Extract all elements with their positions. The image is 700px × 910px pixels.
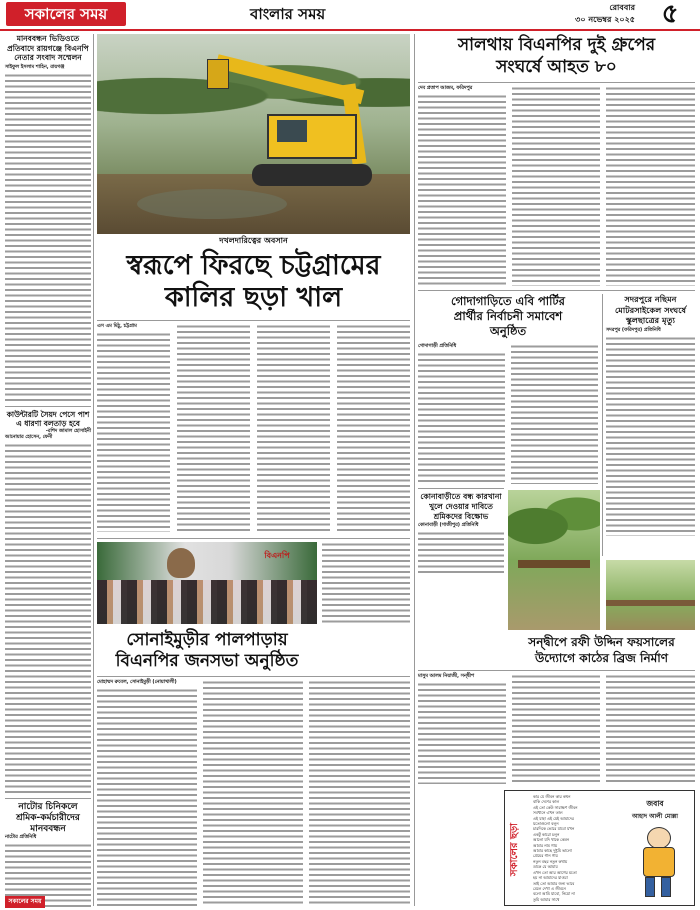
konabari-headline: কোনাবাড়ীতে বন্ধ কারখানা খুলে দেওয়ার দাবিতে শ্রমিকদের বিক্ষোভ [420,492,502,521]
masthead-rule [0,29,700,31]
main-byline: এস এম মিঠু, চট্টগ্রাম [97,324,137,329]
divider [97,538,410,539]
sandwip-headline-line2: উদ্যোগে কাঠের ব্রিজ নির্মাণ [534,651,669,665]
poem-line: আমার কাছে দুষ্টুমি ভালো [533,848,572,854]
story3-byline: নাটোর প্রতিনিধি [5,834,37,840]
poem-line: বলো আমি যাবো, নিয়ো না [533,891,575,897]
sonaimuri-byline: মোহাম্মদ রুবেল, সোনাইমুড়ী (নোয়াখালী) [97,680,177,685]
poem-line: বাকি দেশের কাল [533,799,559,805]
sadarpur-byline: সদরপুর (ফরিদপুর) প্রতিনিধি [606,327,661,333]
story2-author: -রশিদ জামাল হোসাইনী [45,428,91,434]
sonaimuri-headline-line2: বিএনপির জনসভা অনুষ্ঠিত [115,651,299,671]
section-title: বাংলার সময় [250,5,326,23]
godagari-headline-line3: অনুষ্ঠিত [489,324,527,338]
poem-line: তুমি আমার সাথে [533,896,560,902]
cartoon-title: সকালের ছড়া [509,822,520,876]
poem-line: আলো যদি থাকে কেমন [533,837,569,843]
saltha-headline-line1: সালথায় বিএনপির দুই গ্রুপের [457,35,656,55]
rally-photo [97,542,317,624]
answer-label: জবাব [646,799,664,808]
divider [97,676,410,677]
godagari-body-col2 [511,344,598,484]
excavator-photo [97,34,410,234]
poem-line: ডাকে যে আমায় [533,864,558,870]
poem-line: আমার নাম গায় [533,842,558,848]
story2-byline: আনোয়ার হোসেন, ফেনী [5,434,53,440]
sandwip-headline [508,634,695,666]
godagari-headline-line2: প্রার্থীর নির্বাচনী সমাবেশ [453,309,563,323]
divider [418,290,695,291]
bridge-photo [508,490,600,630]
saltha-headline [418,34,695,78]
sonaimuri-body-col2 [203,680,303,906]
story1-body [5,73,91,403]
excavator-icon [207,54,387,204]
column-rule [414,34,415,906]
cartoon-box [504,790,695,906]
poem-line: একটু কারো চলুন [533,831,560,837]
cartoon-poem [533,794,611,904]
poem-line: প্রেমের গান গায় [533,853,558,859]
divider [97,320,410,321]
banner-text: বিএনপি [264,551,290,560]
sandwip-body-col2 [512,674,600,784]
sandwip-body-col3 [606,674,695,784]
main-headline-line2: কালির ছড়া খাল [164,282,343,313]
story3-headline: নাটোর চিনিকলে শ্রমিক-কর্মচারীদের মানববন্ধন [16,801,80,834]
divider [5,798,91,799]
poem-line: চারদিকে ভোরে যাবো যখন [533,826,575,832]
divider [5,406,91,407]
page-number: ৫ [661,0,679,29]
poem-line: এখন তো আর আগের মতো [533,869,577,875]
saltha-byline: দেব প্রতাপ আজম, ফরিদপুর [418,86,473,91]
story1-headline: মানববন্ধন ভিডিওতে প্রতিবাদে রায়গঞ্জে বিএনপি নেতার সংবাদ সম্মেলন [7,34,89,63]
sonaimuri-body-col3 [309,680,410,906]
poem-line: সবখানে এখন তাল [533,810,563,816]
divider [418,82,695,83]
footer-logo: সকালের সময় [5,896,45,908]
konabari-byline: কোনাবাড়ী (গাজীপুর) প্রতিনিধি [418,523,479,529]
sandwip-byline: মাসুম আলম নিয়াজী, সন্দ্বীপ [418,674,475,679]
sandwip-body-col1 [418,682,506,784]
story1-byline: সাইফুল ইসলাম শাহিন, রায়গঞ্জ [5,64,65,70]
story2-body [5,443,91,795]
sadarpur-body [606,336,695,536]
godagari-headline [418,294,598,339]
sadarpur-story [606,294,695,556]
poem-line: নতুন বছর নতুন কথায় [533,858,568,864]
sonaimuri-body-col1 [97,688,197,906]
photo-caption: দখলদারিত্বের অবসান [219,236,288,245]
poem-line: এই যাহা এই যেই আমাদের [533,815,574,821]
sonaimuri-headline-line1: সোনাইমুড়ীর পালপাড়ায় [126,630,288,650]
park-photo [606,560,695,630]
masthead-logo: সকালের সময় [6,2,126,26]
cartoon-poet: আহাদ আলী মোল্লা [632,813,678,820]
saltha-headline-line2: সংঘর্ষে আহত ৮০ [496,57,617,77]
left-column [5,34,91,906]
poem-line: তাই তো আমার জন্য ভাবে [533,880,575,886]
masthead-date: ৩০ নভেম্বর ২০২৫ [575,15,635,24]
main-body-col2 [177,324,250,532]
main-body-col4 [337,324,410,532]
column-rule [93,34,94,906]
cartoon-character-icon [635,827,685,899]
konabari-side-body [322,542,410,624]
main-body-col1 [97,332,170,532]
saltha-body-col2 [512,86,600,286]
sandwip-headline-line1: সন্দ্বীপে রফী উদ্দিন ফয়সালের [528,635,675,649]
main-headline [97,250,410,314]
column-rule [602,294,603,556]
poem-line: কার যে জীবন কার কথন [533,794,571,799]
sadarpur-headline: সদরপুরে নছিমন মোটরসাইকেল সংঘর্ষে স্কুলছাত্রের মৃত্যু [614,294,686,325]
masthead [0,0,700,30]
masthead-day: রোববার [609,3,635,12]
main-body-col3 [257,324,330,532]
godagari-headline-line1: গোদাগাড়িতে এবি পার্টির [450,294,565,308]
saltha-body-col1 [418,94,506,286]
poem-line: যতোগুলো বলুন [533,821,559,827]
godagari-body-col1 [418,352,505,484]
poem-line: হয় না আমাদের যাওয়া [533,875,568,881]
main-headline-line1: স্বরূপে ফিরছে চট্টগ্রামের [126,250,381,281]
poem-line: এই তো কেউ সারাক্ষণ জীবন [533,804,578,810]
divider [418,670,695,671]
godagari-byline: গোদাগাড়ী প্রতিনিধি [418,344,457,349]
poem-line: মেলে দেখা এ জীবনে [533,885,566,891]
saltha-body-col3 [606,86,695,286]
konabari-body [418,531,504,576]
sonaimuri-headline [97,630,317,672]
story2-headline: কাউন্টারটি সৈয়দ পেসে পাশ এ ধারণা বলতাড় হবে [6,409,90,429]
